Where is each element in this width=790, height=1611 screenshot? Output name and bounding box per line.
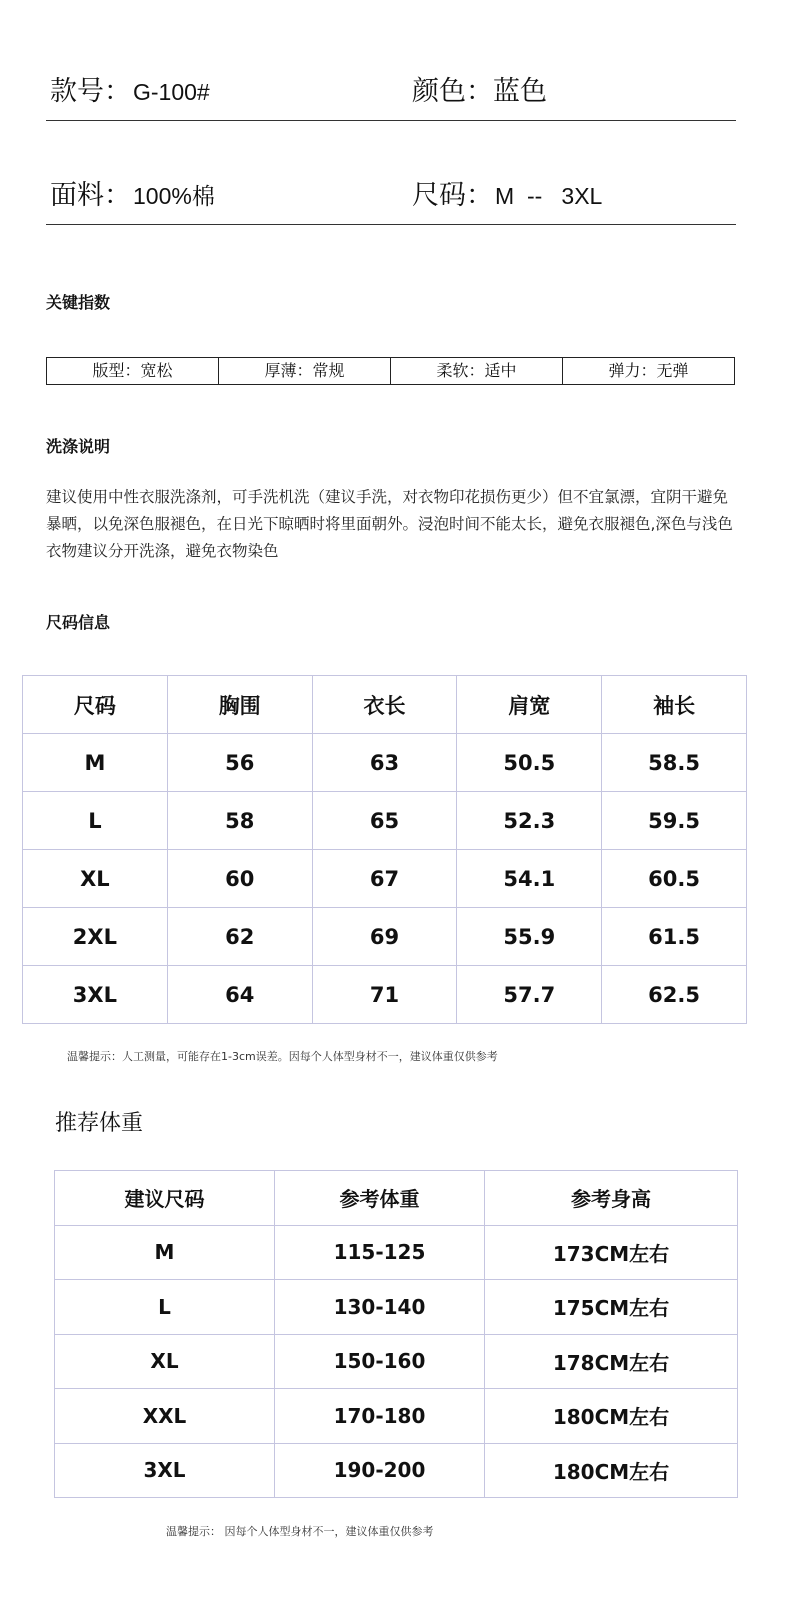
fabric-value: 100%棉: [133, 183, 215, 209]
table-row: [55, 1280, 738, 1335]
fabric: [50, 173, 215, 212]
table-cell: 71: [312, 966, 457, 1024]
param-elasticity: 弹力：无弹: [608, 361, 689, 380]
table-row: [23, 850, 747, 908]
style-number-value: G-100#: [133, 79, 210, 105]
table-cell: 69: [312, 908, 457, 966]
table-cell: 150-160: [275, 1334, 485, 1389]
table-cell: 65: [312, 792, 457, 850]
param-fit: 版型：宽松: [47, 358, 219, 384]
size-range-value: M -- 3XL: [495, 183, 603, 209]
header-cell: 肩宽: [457, 676, 602, 734]
style-number: [50, 69, 210, 108]
table-cell: 173CM左右: [485, 1225, 738, 1280]
table-cell: 67: [312, 850, 457, 908]
table-cell: 54.1: [457, 850, 602, 908]
table-cell: 58: [167, 792, 312, 850]
header-cell: 袖长: [602, 676, 747, 734]
table-cell: 59.5: [602, 792, 747, 850]
table-row: [55, 1443, 738, 1498]
table-cell: 62.5: [602, 966, 747, 1024]
table-cell: 190-200: [275, 1443, 485, 1498]
table-cell: 2XL: [23, 908, 168, 966]
recommend-title: 推荐体重: [55, 1111, 144, 1136]
table-cell: 178CM左右: [485, 1334, 738, 1389]
header-cell: 参考身高: [485, 1171, 738, 1226]
color-label: 颜色：: [412, 76, 493, 107]
size-info-title: 尺码信息: [46, 613, 111, 632]
table-cell: 175CM左右: [485, 1280, 738, 1335]
weight-table-header: [55, 1171, 738, 1226]
key-params-title: 关键指数: [46, 293, 111, 312]
color: [412, 69, 547, 108]
table-row: [23, 966, 747, 1024]
table-cell: 63: [312, 734, 457, 792]
header-cell: 建议尺码: [55, 1171, 275, 1226]
size-table-header: [23, 676, 747, 734]
table-cell: 52.3: [457, 792, 602, 850]
header-cell: 参考体重: [275, 1171, 485, 1226]
table-cell: 170-180: [275, 1389, 485, 1444]
table-cell: 180CM左右: [485, 1443, 738, 1498]
table-cell: 61.5: [602, 908, 747, 966]
header-cell: 胸围: [167, 676, 312, 734]
table-cell: XL: [23, 850, 168, 908]
param-thickness: 厚薄：常规: [219, 358, 391, 384]
table-cell: 130-140: [275, 1280, 485, 1335]
table-cell: 50.5: [457, 734, 602, 792]
table-cell: L: [23, 792, 168, 850]
table-row: [55, 1225, 738, 1280]
washing-text: 建议使用中性衣服洗涤剂，可手洗机洗（建议手洗，对衣物印花损伤更少）但不宜氯漂，宜阴干避免暴晒，以免深色服褪色，在日光下晾晒时将里面朝外。浸泡时间不能太长，避免衣服褪色,深色与浅色衣物建议分开洗涤，避免衣物染色: [46, 488, 733, 560]
weight-note: 温馨提示： 因每个人体型身材不一，建议体重仅供参考: [166, 1525, 434, 1538]
table-cell: 60: [167, 850, 312, 908]
header-cell: 衣长: [312, 676, 457, 734]
table-row: [55, 1334, 738, 1389]
table-cell: 56: [167, 734, 312, 792]
table-row: [23, 908, 747, 966]
param-softness: 柔软：适中: [391, 358, 563, 384]
table-row: [23, 734, 747, 792]
table-row: [23, 792, 747, 850]
table-cell: M: [23, 734, 168, 792]
table-cell: XL: [55, 1334, 275, 1389]
size-range-label: 尺码：: [412, 180, 493, 211]
fabric-label: 面料：: [50, 180, 131, 211]
table-cell: 57.7: [457, 966, 602, 1024]
table-cell: 58.5: [602, 734, 747, 792]
table-cell: XXL: [55, 1389, 275, 1444]
table-cell: 55.9: [457, 908, 602, 966]
table-cell: 3XL: [23, 966, 168, 1024]
size-note: 温馨提示：人工测量，可能存在1-3cm误差。因每个人体型身材不一，建议体重仅供参考: [67, 1050, 498, 1063]
weight-table: [54, 1170, 738, 1498]
table-cell: 60.5: [602, 850, 747, 908]
key-params-box: [46, 357, 735, 385]
info-row-2: [46, 174, 736, 225]
style-number-label: 款号：: [50, 76, 131, 107]
table-cell: 62: [167, 908, 312, 966]
color-value: 蓝色: [493, 76, 547, 107]
table-cell: M: [55, 1225, 275, 1280]
table-cell: 115-125: [275, 1225, 485, 1280]
washing-title: 洗涤说明: [46, 437, 111, 456]
size-table: [22, 675, 747, 1024]
table-row: [55, 1389, 738, 1444]
header-cell: 尺码: [23, 676, 168, 734]
table-cell: 64: [167, 966, 312, 1024]
table-cell: 180CM左右: [485, 1389, 738, 1444]
table-cell: 3XL: [55, 1443, 275, 1498]
size-range: [412, 173, 602, 212]
table-cell: L: [55, 1280, 275, 1335]
info-row-1: [46, 70, 736, 121]
